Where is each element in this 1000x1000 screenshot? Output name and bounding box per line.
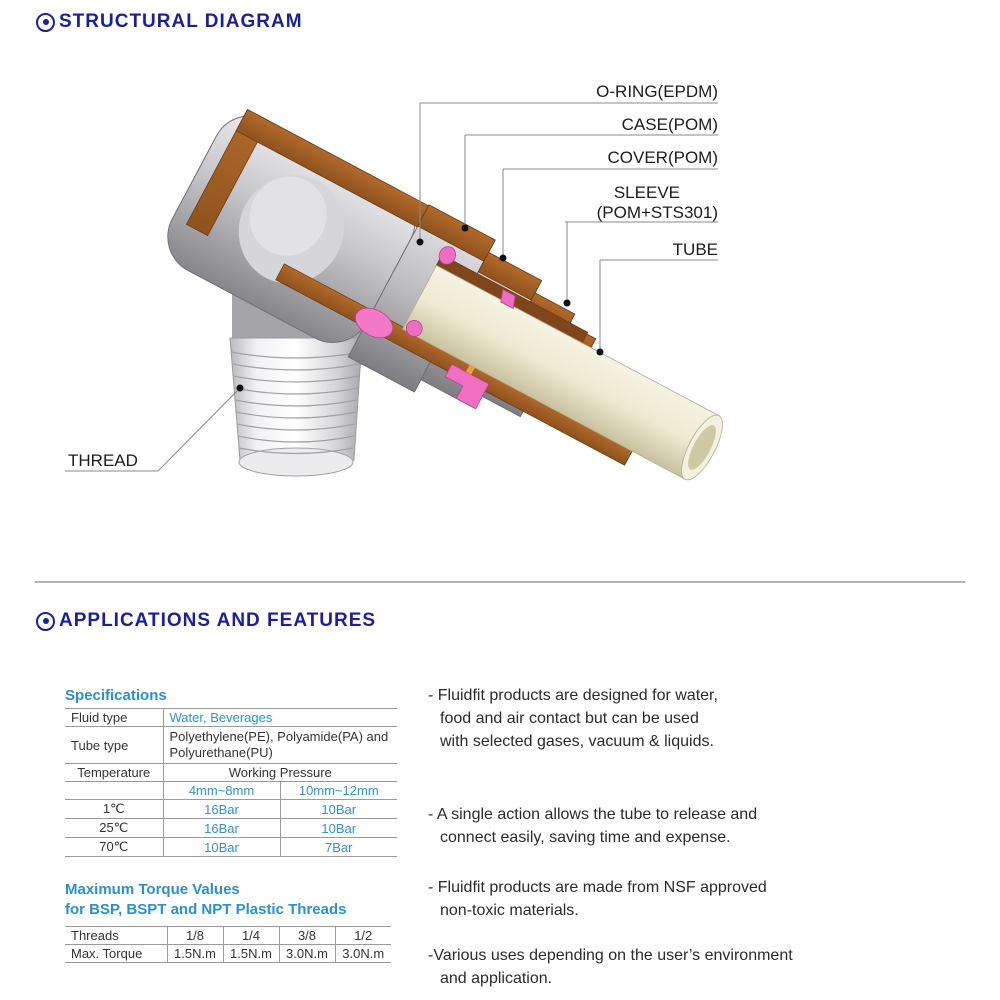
table-row <box>65 782 397 800</box>
working-pressure-label: Working Pressure <box>163 764 397 782</box>
table-row <box>65 709 397 727</box>
bullseye-icon <box>36 612 55 631</box>
label-tube: TUBE <box>672 240 718 259</box>
pressure-value: 10Bar <box>163 838 280 857</box>
temp-value: 25℃ <box>65 819 163 838</box>
size-range-2: 10mm~12mm <box>280 782 397 800</box>
feature-item <box>428 684 988 753</box>
label-sleeve: SLEEVE <box>613 183 680 202</box>
table-row <box>65 800 397 819</box>
specifications-block <box>65 686 397 857</box>
section-title: STRUCTURAL DIAGRAM <box>59 11 303 32</box>
thread-size: 1/8 <box>167 927 223 945</box>
label-sleeve-material: (POM+STS301) <box>596 203 718 222</box>
tube-type-label: Tube type <box>65 727 163 764</box>
size-range-1: 4mm~8mm <box>163 782 280 800</box>
feature-line: food and air contact but can be used <box>440 710 699 727</box>
table-row <box>65 838 397 857</box>
feature-item <box>428 876 988 922</box>
torque-value: 3.0N.m <box>279 945 335 963</box>
threads-header: Threads <box>65 927 167 945</box>
feature-line: non-toxic materials. <box>440 902 579 919</box>
thread-bottom-cap <box>239 448 353 476</box>
torque-title-line1: Maximum Torque Values <box>65 881 240 898</box>
specifications-table <box>65 708 397 857</box>
table-row <box>65 727 397 764</box>
section-divider <box>35 581 965 583</box>
table-row <box>65 764 397 782</box>
temp-value: 1℃ <box>65 800 163 819</box>
pressure-value: 16Bar <box>163 819 280 838</box>
torque-value: 1.5N.m <box>167 945 223 963</box>
label-o-ring: O-RING(EPDM) <box>596 82 718 101</box>
specifications-title: Specifications <box>65 687 167 704</box>
feature-line: and application. <box>440 970 553 987</box>
label-cover: COVER(POM) <box>607 148 718 167</box>
empty-cell <box>65 782 163 800</box>
applications-heading <box>36 610 376 632</box>
temperature-label: Temperature <box>65 764 163 782</box>
thread-size: 1/4 <box>223 927 279 945</box>
max-torque-label: Max. Torque <box>65 945 167 963</box>
label-case: CASE(POM) <box>621 115 718 134</box>
feature-line: connect easily, saving time and expense. <box>440 829 731 846</box>
features-list <box>428 684 988 990</box>
feature-line: - Fluidfit products are designed for water, <box>428 687 718 704</box>
pressure-value: 10Bar <box>280 819 397 838</box>
tube-type-value: Polyethylene(PE), Polyamide(PA) and Polyurethane(PU) <box>163 727 397 764</box>
fluid-type-value: Water, Beverages <box>163 709 397 727</box>
feature-line: - Fluidfit products are made from NSF approved <box>428 879 767 896</box>
torque-table <box>65 926 391 963</box>
fluid-type-label: Fluid type <box>65 709 163 727</box>
feature-line: -Various uses depending on the user’s environment <box>428 947 793 964</box>
torque-value: 1.5N.m <box>223 945 279 963</box>
torque-value: 3.0N.m <box>335 945 391 963</box>
thread-size: 3/8 <box>279 927 335 945</box>
pressure-value: 16Bar <box>163 800 280 819</box>
pressure-value: 7Bar <box>280 838 397 857</box>
feature-item <box>428 944 988 990</box>
pressure-value: 10Bar <box>280 800 397 819</box>
thread-size: 1/2 <box>335 927 391 945</box>
table-row <box>65 927 391 945</box>
feature-line: with selected gases, vacuum & liquids. <box>440 733 714 750</box>
table-row <box>65 819 397 838</box>
table-row <box>65 945 391 963</box>
section-title: APPLICATIONS AND FEATURES <box>59 610 377 631</box>
feature-line: - A single action allows the tube to release and <box>428 806 758 823</box>
label-thread: THREAD <box>68 451 138 470</box>
torque-block <box>65 880 391 963</box>
torque-title-line2: for BSP, BSPT and NPT Plastic Threads <box>65 901 347 918</box>
feature-item <box>428 803 988 849</box>
temp-value: 70℃ <box>65 838 163 857</box>
